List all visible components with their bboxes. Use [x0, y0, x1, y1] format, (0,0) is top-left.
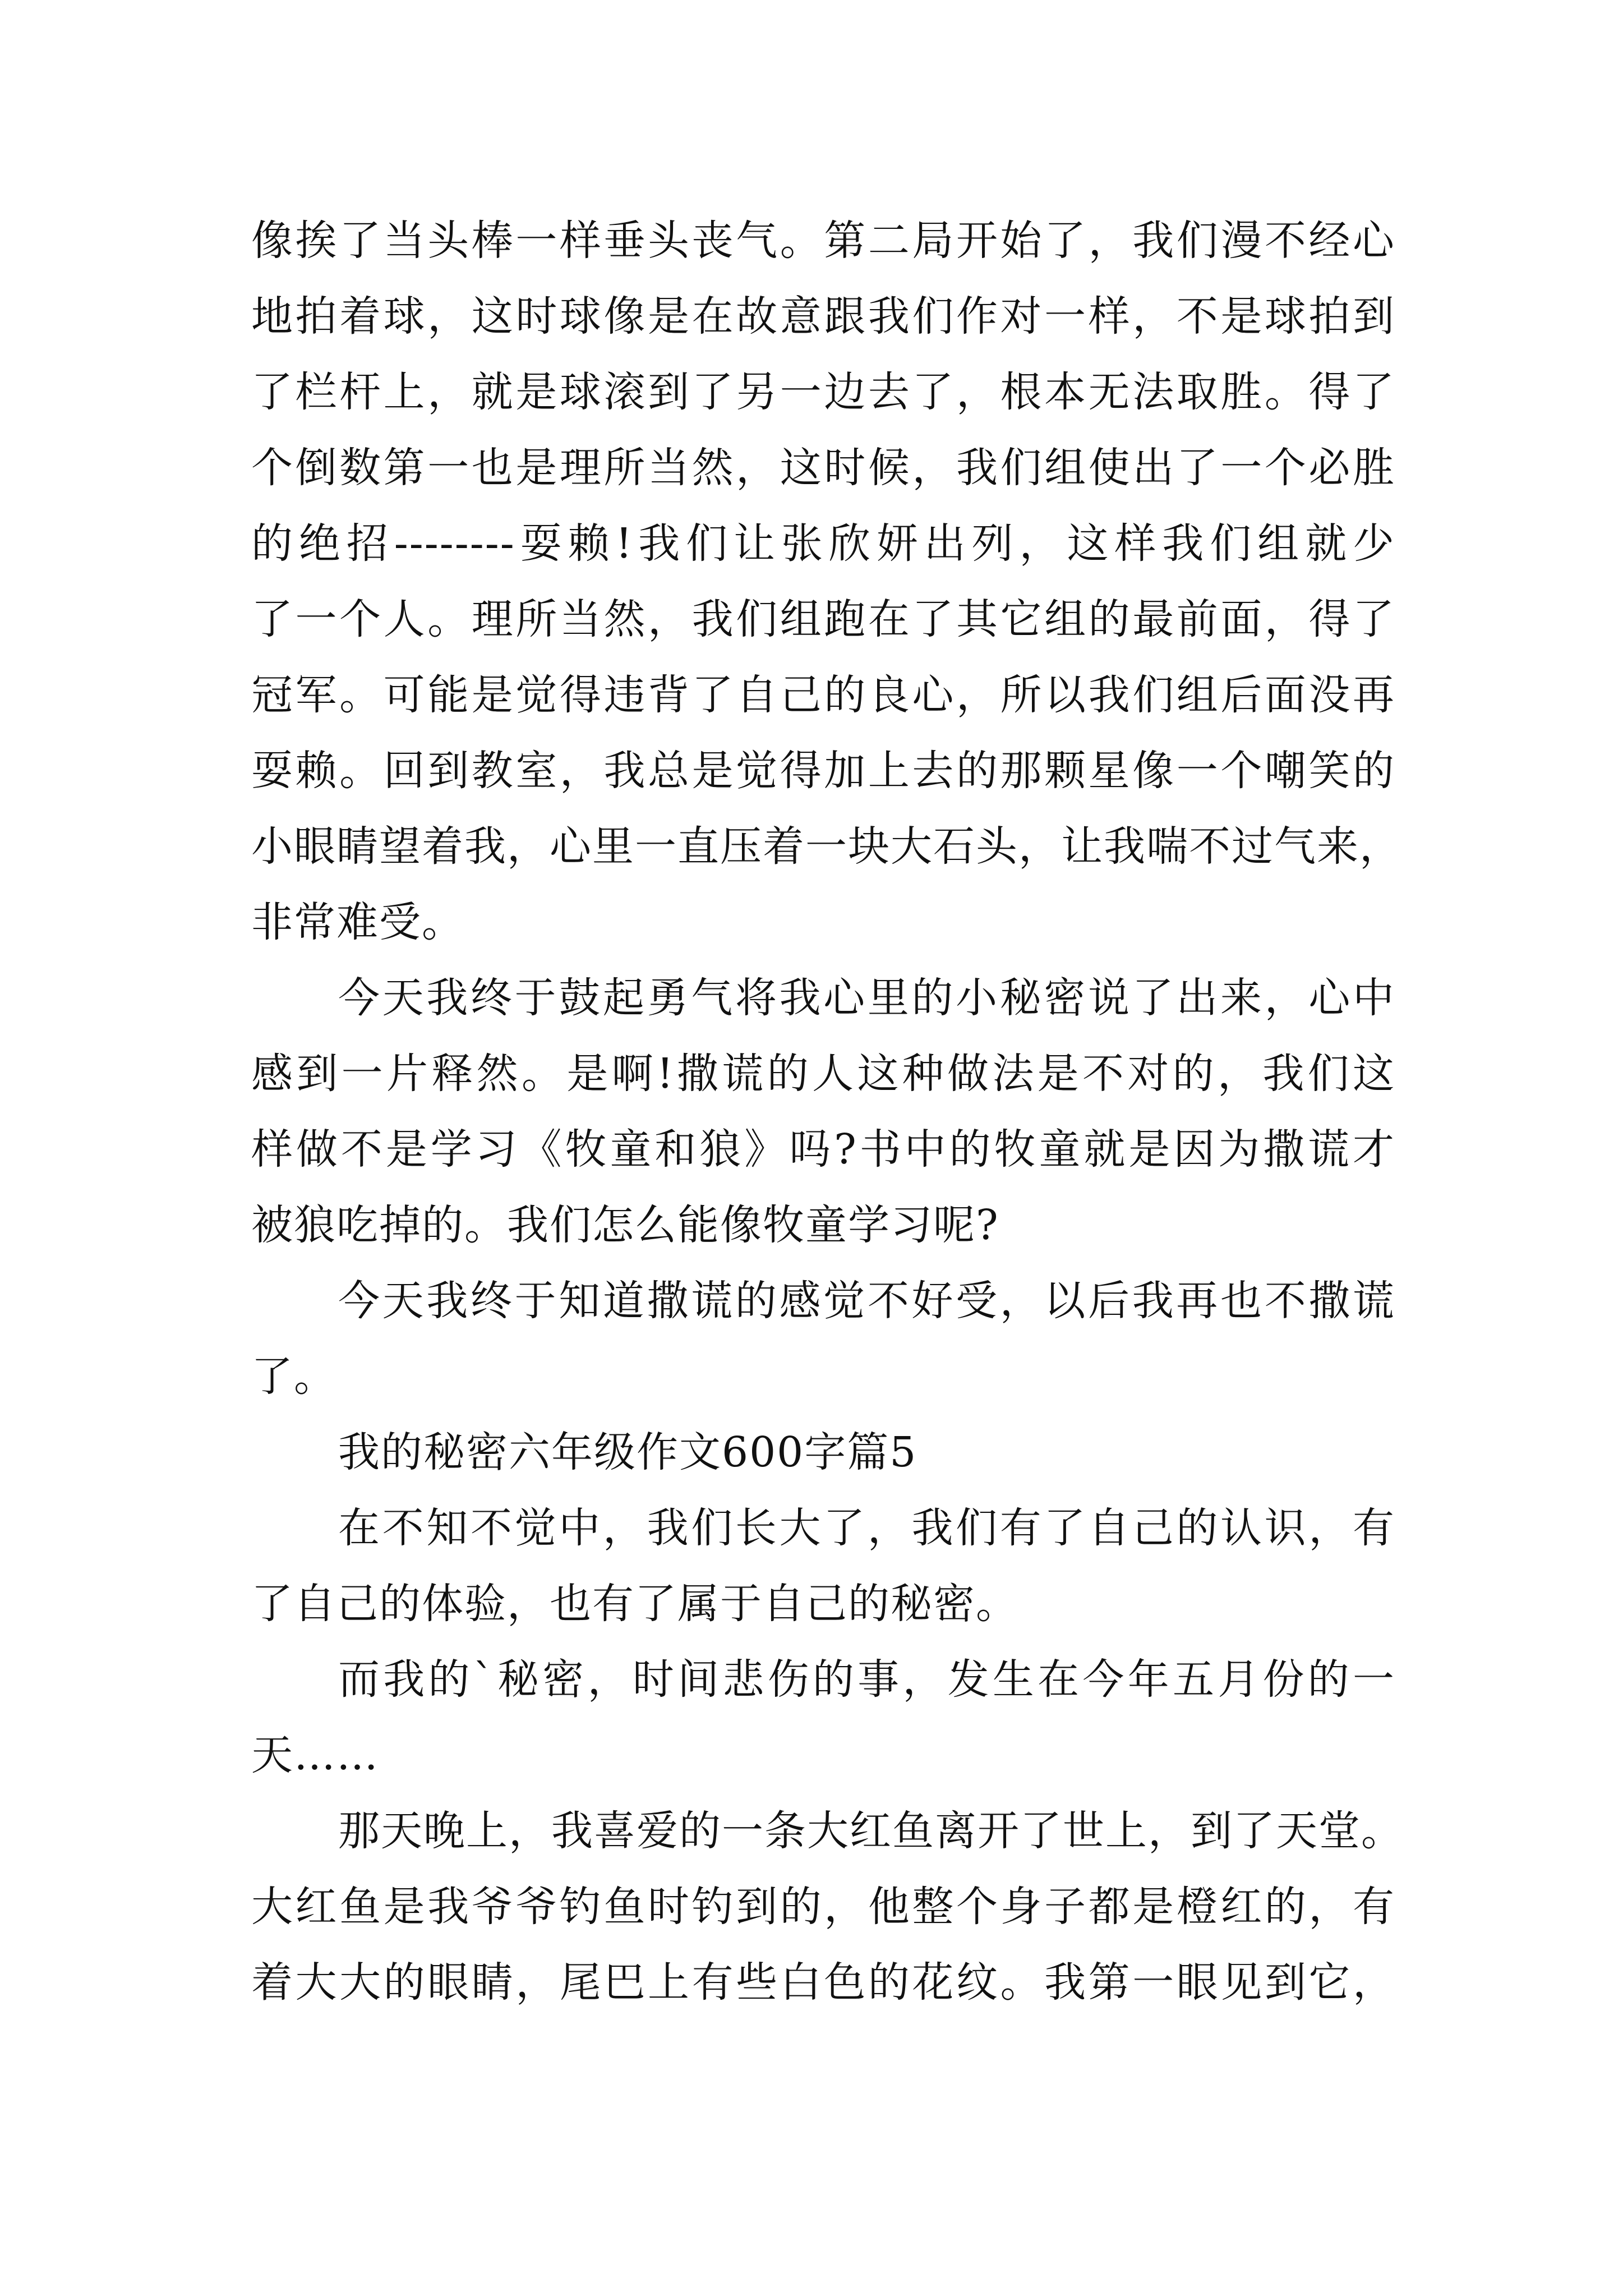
paragraph-first-line: 今天我终于知道撒谎的感觉不好受，以后我再也不撒谎 — [338, 1277, 1395, 1325]
text-line: 个倒数第一也是理所当然，这时候，我们组使出了一个必胜 — [251, 444, 1395, 492]
text-line: 地拍着球，这时球像是在故意跟我们作对一样，不是球拍到 — [251, 292, 1395, 341]
text-line: 大红鱼是我爷爷钓鱼时钓到的，他整个身子都是橙红的，有 — [251, 1883, 1395, 1931]
text-line: 像挨了当头棒一样垂头丧气。第二局开始了，我们漫不经心 — [251, 217, 1395, 265]
text-line: 样做不是学习《牧童和狼》吗?书中的牧童就是因为撒谎才 — [251, 1125, 1395, 1174]
section-heading: 我的秘密六年级作文600字篇5 — [338, 1428, 917, 1476]
text-line: 非常难受。 — [251, 898, 464, 946]
text-line: 小眼睛望着我，心里一直压着一块大石头，让我喘不过气来， — [251, 822, 1402, 871]
document-body — [251, 203, 1404, 2021]
text-line: 了自己的体验，也有了属于自己的秘密。 — [251, 1580, 1018, 1628]
text-line: 的绝招--------耍赖!我们让张欣妍出列，这样我们组就少 — [251, 519, 1395, 568]
text-line: 冠军。可能是觉得违背了自己的良心，所以我们组后面没再 — [251, 671, 1395, 719]
text-line: 了栏杆上，就是球滚到了另一边去了，根本无法取胜。得了 — [251, 368, 1395, 416]
paragraph-first-line: 而我的`秘密，时间悲伤的事，发生在今年五月份的一 — [338, 1655, 1395, 1704]
paragraph-first-line: 今天我终于鼓起勇气将我心里的小秘密说了出来，心中 — [338, 974, 1395, 1022]
text-line: 了一个人。理所当然，我们组跑在了其它组的最前面，得了 — [251, 595, 1395, 643]
text-line: 了。 — [251, 1352, 336, 1401]
paragraph-first-line: 在不知不觉中，我们长大了，我们有了自己的认识，有 — [338, 1504, 1395, 1552]
text-line: 着大大的眼睛，尾巴上有些白色的花纹。我第一眼见到它， — [251, 1958, 1395, 2007]
text-line: 感到一片释然。是啊!撒谎的人这种做法是不对的，我们这 — [251, 1050, 1395, 1098]
text-line: 耍赖。回到教室，我总是觉得加上去的那颗星像一个嘲笑的 — [251, 747, 1395, 795]
text-line: 天…… — [251, 1731, 379, 1779]
text-line: 被狼吃掉的。我们怎么能像牧童学习呢? — [251, 1201, 999, 1249]
paragraph-first-line: 那天晚上，我喜爱的一条大红鱼离开了世上，到了天堂。 — [338, 1807, 1404, 1855]
